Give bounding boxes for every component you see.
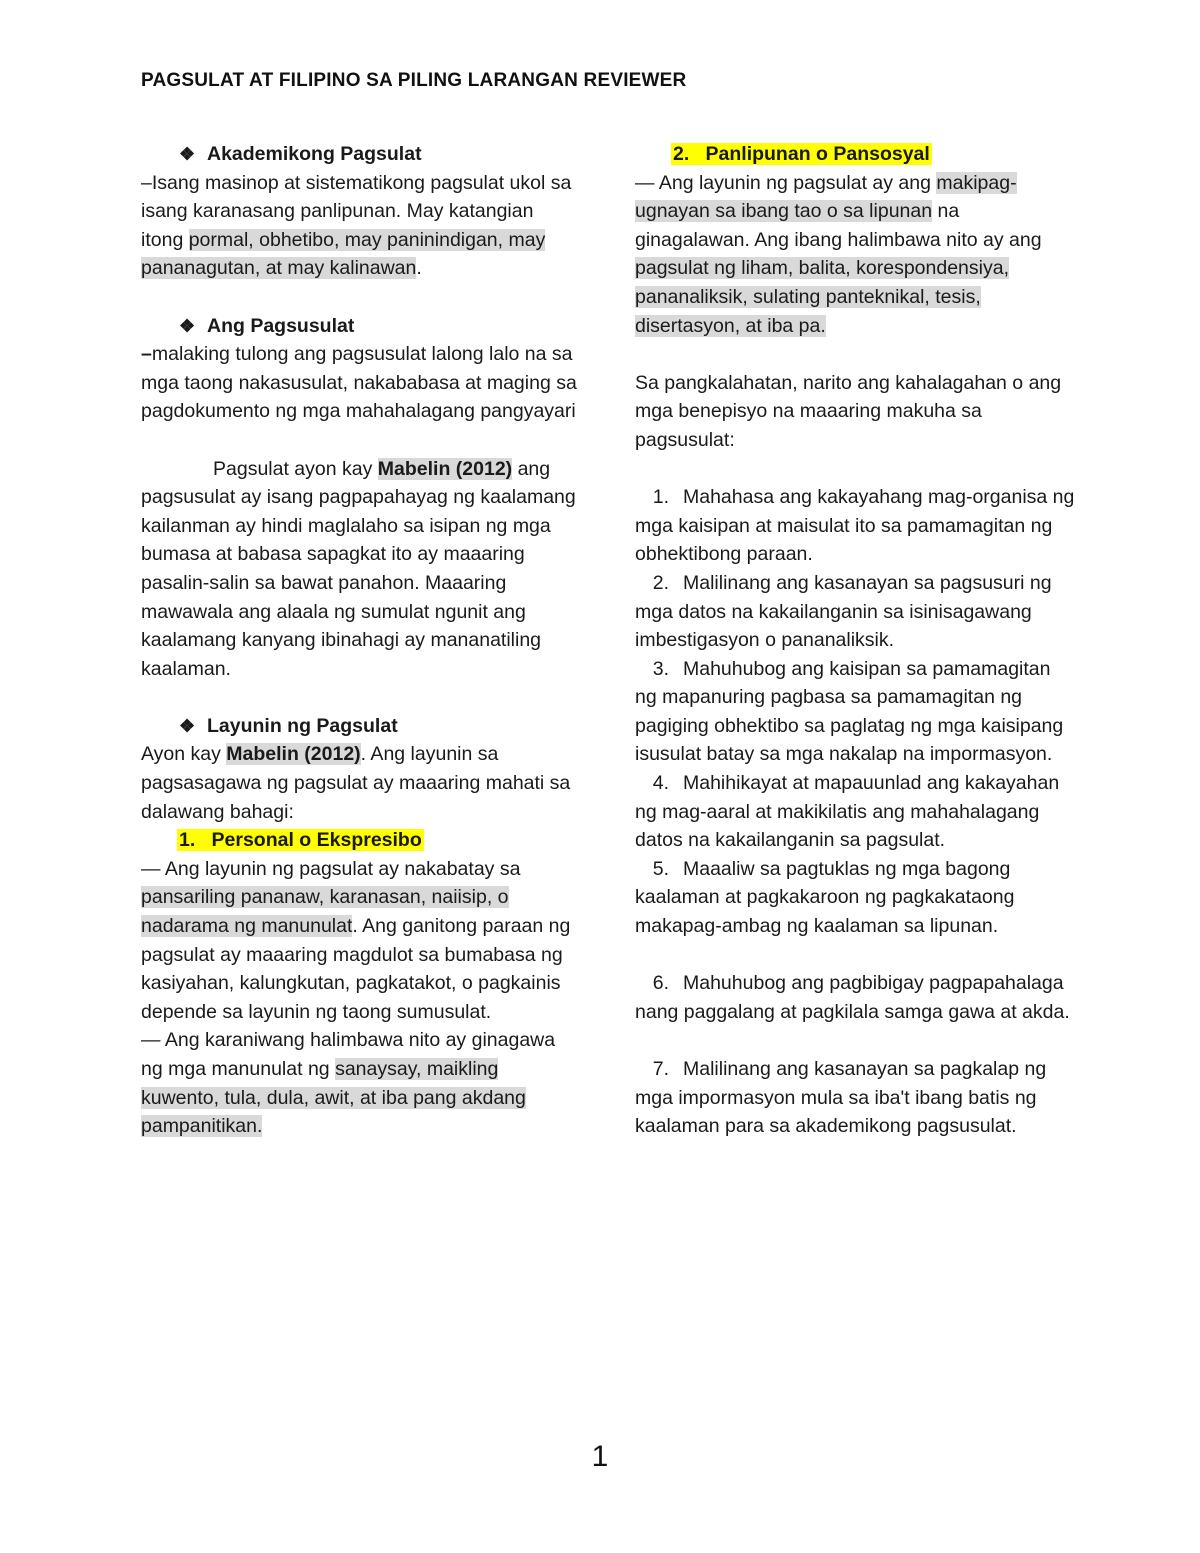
highlighted-text: pagsulat ng liham, balita, korespondensiya, pananaliksik, sulating panteknikal, tesis, disertasyon, at iba pa. — [635, 257, 1009, 337]
text-run: –Isang masinop at sistematikong pagsulat ukol sa isang karanasang panlipunan. May katangian itong — [141, 171, 572, 251]
dash-mark: – — [141, 343, 152, 366]
paragraph-kahalagahan-intro: Sa pangkalahatan, narito ang kahalagahan o ang mga benepisyo na maaaring makuha sa pagsusulat: — [635, 371, 1062, 451]
highlighted-text: sanaysay, maikling kuwento, tula, dula, awit, at iba pang akdang pampanitikan. — [141, 1058, 526, 1138]
paragraph-personal-2 — [141, 1026, 581, 1140]
heading-ang-pagsusulat — [141, 312, 581, 341]
heading-text: Akademikong Pagsulat — [207, 143, 422, 165]
heading-akademikong-pagsulat — [141, 140, 581, 169]
left-column — [141, 140, 581, 1141]
paragraph-personal-1 — [141, 855, 581, 1027]
right-column — [635, 140, 1075, 1141]
text-run: — Ang karaniwang halimbawa nito ay ginagawa ng mga manunulat ng — [141, 1029, 556, 1080]
list-item — [635, 855, 1075, 941]
list-item — [635, 655, 1075, 769]
heading-personal-o-ekspresibo — [141, 826, 581, 855]
blank-line — [141, 283, 581, 312]
list-text: Mahihikayat at mapauunlad ang kakayahan ng mag-aaral at makikilatis ang mahahalagang datos na kakailanganin sa pagsulat. — [635, 772, 1060, 852]
list-item — [635, 483, 1075, 569]
highlighted-text: makipag-ugnayan sa ibang tao o sa lipunan — [635, 171, 1017, 223]
list-text: Mahahasa ang kakayahang mag-organisa ng mga kaisipan at maisulat ito sa pamamagitan ng obhektibong paraan. — [635, 486, 1075, 566]
text-run: Ayon kay — [141, 743, 227, 766]
heading-text: Layunin ng Pagsulat — [207, 714, 398, 737]
blank-line — [635, 941, 1075, 970]
diamond-bullet-icon: ❖ — [179, 315, 196, 336]
text-run: malaking tulong ang pagsusulat lalong lalo na sa mga taong nakasusulat, nakababasa at maging sa pagdokumento ng mga mahahalagang pangyayari — [141, 343, 577, 423]
blank-line — [141, 683, 581, 712]
list-text: Mahuhubog ang kaisipan sa pamamagitan ng mapanuring pagbasa sa pamamagitan ng pagiging obhektibo sa paglatag ng mga kaisipang isusulat batay sa mga nakalap na impormasyon. — [635, 657, 1064, 766]
document-title: PAGSULAT AT FILIPINO SA PILING LARANGAN REVIEWER — [141, 70, 687, 91]
yellow-highlight-heading: 1. Personal o Ekspresibo — [179, 829, 422, 852]
page-number: 1 — [591, 1440, 609, 1473]
list-text: Mahuhubog ang pagbibigay pagpapahalaga nang paggalang at pagkilala samga gawa at akda. — [635, 972, 1070, 1023]
list-item — [635, 769, 1075, 855]
highlighted-text: pansariling pananaw, karanasan, naiisip, o nadarama ng manunulat — [141, 886, 509, 938]
diamond-bullet-icon: ❖ — [179, 715, 196, 736]
blank-line — [141, 426, 581, 455]
text-run: Pagsulat ayon kay — [213, 457, 378, 480]
paragraph-akademikong-pagsulat — [141, 169, 581, 283]
list-number: 2. — [652, 571, 669, 594]
list-number: 1. — [652, 486, 669, 509]
yellow-highlight-heading: 2. Panlipunan o Pansosyal — [673, 143, 930, 165]
list-text: Malilinang ang kasanayan sa pagkalap ng mga impormasyon mula sa iba't ibang batis ng kaalaman para sa akademikong pagsusulat. — [635, 1058, 1047, 1138]
list-item — [635, 969, 1075, 1026]
text-run: . Ang layunin sa pagsasagawa ng pagsulat ay maaaring mahati sa dalawang bahagi: — [141, 743, 571, 823]
diamond-bullet-icon: ❖ — [179, 144, 196, 164]
citation-mabelin: Mabelin (2012) — [377, 457, 513, 480]
list-item — [635, 569, 1075, 655]
paragraph-panlipunan — [635, 169, 1075, 341]
list-number: 4. — [652, 772, 669, 795]
text-run: ang pagsusulat ay isang pagpapahayag ng kaalamang kailanman ay hindi maglalaho sa isipan ng mga bumasa at babasa sapagkat ito ay maaaring pasalin-salin sa bawat panahon. Maaaring mawawala ang alaala ng sumulat ngunit ang kaalamang kanyang ibinahagi ay mananatiling kaalaman. — [141, 457, 576, 680]
list-number: 3. — [652, 657, 669, 680]
list-number: 6. — [652, 972, 669, 995]
list-text: Malilinang ang kasanayan sa pagsusuri ng mga datos na kakailanganin sa isinisagawang imbestigasyon o pananaliksik. — [635, 571, 1052, 652]
blank-line — [635, 455, 1075, 484]
heading-text: Ang Pagsusulat — [207, 314, 355, 337]
text-run: na ginagalawan. Ang ibang halimbawa nito ay ang — [635, 200, 1042, 251]
paragraph-ang-pagsusulat — [141, 340, 581, 426]
list-number: 5. — [652, 857, 669, 880]
list-item — [635, 1055, 1075, 1141]
blank-line — [635, 340, 1075, 369]
heading-panlipunan-o-pansosyal — [635, 140, 1075, 169]
list-text: Maaaliw sa pagtuklas ng mga bagong kaalaman at pagkakaroon ng pagkakataong makapag-ambag ng kaalaman sa lipunan. — [635, 857, 1015, 938]
text-run: — Ang layunin ng pagsulat ay nakabatay sa — [141, 857, 521, 880]
citation-mabelin: Mabelin (2012) — [226, 743, 361, 766]
text-run: . Ang ganitong paraan ng pagsulat ay maaaring magdulot sa bumabasa ng kasiyahan, kalungkutan, pagkatakot, o pagkainis depende sa layunin ng taong sumusulat. — [141, 915, 571, 1023]
paragraph-layunin — [141, 740, 581, 826]
paragraph-mabelin — [141, 455, 581, 684]
text-run: . — [416, 257, 422, 280]
heading-layunin-ng-pagsulat — [141, 712, 581, 741]
blank-line — [635, 1026, 1075, 1055]
list-number: 7. — [652, 1058, 669, 1080]
text-run: — Ang layunin ng pagsulat ay ang — [635, 171, 937, 194]
highlighted-text: pormal, obhetibo, may paninindigan, may pananagutan, at may kalinawan — [141, 228, 546, 280]
